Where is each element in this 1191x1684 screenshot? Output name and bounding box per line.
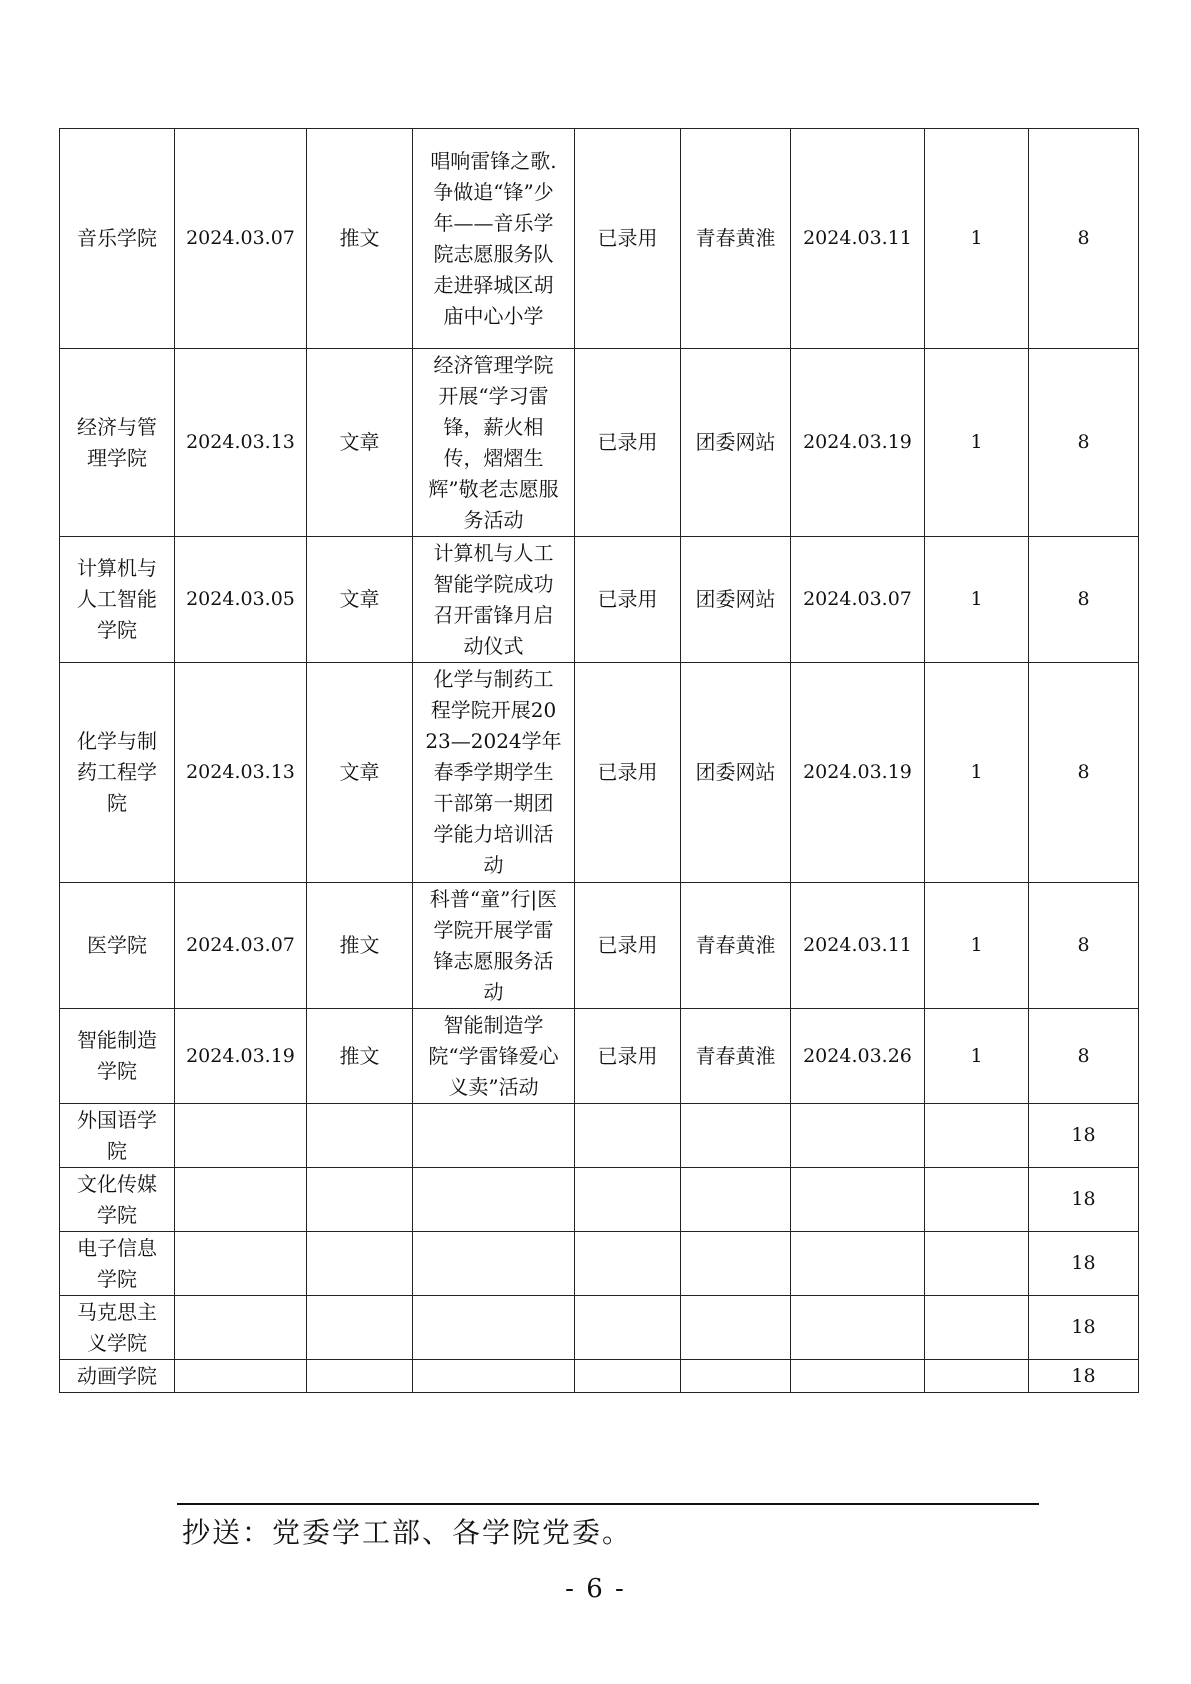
college-cell: 马克思主义学院 [60, 1296, 175, 1360]
title-cell [413, 1168, 575, 1232]
table-row [60, 129, 1139, 349]
score-cell: 8 [1029, 537, 1139, 663]
title-cell: 经济管理学院开展“学习雷锋，薪火相传，熠熠生辉”敬老志愿服务活动 [413, 349, 575, 537]
platform-cell [681, 1360, 791, 1393]
status-cell: 已录用 [575, 1009, 681, 1104]
score-cell: 18 [1029, 1360, 1139, 1393]
submit-date-cell [175, 1168, 307, 1232]
title-cell [413, 1360, 575, 1393]
platform-cell [681, 1104, 791, 1168]
count-cell [925, 1360, 1029, 1393]
title-cell [413, 1104, 575, 1168]
platform-cell: 团委网站 [681, 663, 791, 883]
submit-date-cell [175, 1296, 307, 1360]
count-cell [925, 1232, 1029, 1296]
college-cell: 动画学院 [60, 1360, 175, 1393]
type-cell [307, 1360, 413, 1393]
submit-date-cell: 2024.03.07 [175, 883, 307, 1009]
count-cell [925, 1168, 1029, 1232]
submit-date-cell [175, 1104, 307, 1168]
count-cell: 1 [925, 537, 1029, 663]
score-cell: 18 [1029, 1104, 1139, 1168]
count-cell: 1 [925, 1009, 1029, 1104]
table-row [60, 1232, 1139, 1296]
type-cell: 推文 [307, 129, 413, 349]
table-row [60, 1009, 1139, 1104]
college-cell: 音乐学院 [60, 129, 175, 349]
submit-date-cell: 2024.03.13 [175, 663, 307, 883]
platform-cell: 青春黄淮 [681, 1009, 791, 1104]
type-cell: 文章 [307, 663, 413, 883]
count-cell: 1 [925, 349, 1029, 537]
platform-cell: 青春黄淮 [681, 883, 791, 1009]
score-cell: 8 [1029, 883, 1139, 1009]
score-cell: 8 [1029, 1009, 1139, 1104]
publish-date-cell: 2024.03.07 [791, 537, 925, 663]
table-row [60, 349, 1139, 537]
title-cell: 计算机与人工智能学院成功召开雷锋月启动仪式 [413, 537, 575, 663]
submit-date-cell: 2024.03.13 [175, 349, 307, 537]
cc-line-text: 抄送：党委学工部、各学院党委。 [182, 1516, 633, 1549]
college-cell: 计算机与人工智能学院 [60, 537, 175, 663]
table-row [60, 663, 1139, 883]
publish-date-cell: 2024.03.11 [791, 129, 925, 349]
submit-date-cell: 2024.03.19 [175, 1009, 307, 1104]
publish-date-cell [791, 1104, 925, 1168]
title-cell [413, 1232, 575, 1296]
platform-cell: 团委网站 [681, 537, 791, 663]
submit-date-cell [175, 1360, 307, 1393]
college-cell: 医学院 [60, 883, 175, 1009]
table-row [60, 883, 1139, 1009]
score-cell: 18 [1029, 1168, 1139, 1232]
page-number: - 6 - [565, 1574, 626, 1604]
status-cell [575, 1104, 681, 1168]
college-cell: 外国语学院 [60, 1104, 175, 1168]
status-cell: 已录用 [575, 129, 681, 349]
score-cell: 8 [1029, 129, 1139, 349]
type-cell [307, 1296, 413, 1360]
count-cell [925, 1296, 1029, 1360]
college-cell: 智能制造学院 [60, 1009, 175, 1104]
publish-date-cell [791, 1360, 925, 1393]
status-cell [575, 1232, 681, 1296]
score-cell: 8 [1029, 349, 1139, 537]
title-cell: 化学与制药工程学院开展2023—2024学年 春季学期学生干部第一期团学能力培训活动 [413, 663, 575, 883]
publish-date-cell: 2024.03.19 [791, 349, 925, 537]
table-row [60, 1104, 1139, 1168]
publish-date-cell [791, 1296, 925, 1360]
cc-divider [177, 1503, 1039, 1505]
type-cell [307, 1232, 413, 1296]
table-row [60, 1296, 1139, 1360]
type-cell: 推文 [307, 883, 413, 1009]
table-row [60, 1168, 1139, 1232]
publish-date-cell [791, 1168, 925, 1232]
status-cell: 已录用 [575, 883, 681, 1009]
type-cell [307, 1104, 413, 1168]
college-cell: 经济与管理学院 [60, 349, 175, 537]
publish-date-cell [791, 1232, 925, 1296]
college-cell: 电子信息学院 [60, 1232, 175, 1296]
submit-date-cell [175, 1232, 307, 1296]
status-cell [575, 1296, 681, 1360]
status-cell [575, 1360, 681, 1393]
status-cell: 已录用 [575, 663, 681, 883]
status-cell: 已录用 [575, 349, 681, 537]
platform-cell [681, 1168, 791, 1232]
score-cell: 18 [1029, 1232, 1139, 1296]
count-cell [925, 1104, 1029, 1168]
count-cell: 1 [925, 129, 1029, 349]
submit-date-cell: 2024.03.07 [175, 129, 307, 349]
publish-date-cell: 2024.03.11 [791, 883, 925, 1009]
title-cell: 科普“童”行|医学院开展学雷锋志愿服务活动 [413, 883, 575, 1009]
college-cell: 文化传媒学院 [60, 1168, 175, 1232]
submit-date-cell: 2024.03.05 [175, 537, 307, 663]
publish-date-cell: 2024.03.19 [791, 663, 925, 883]
publish-date-cell: 2024.03.26 [791, 1009, 925, 1104]
college-cell: 化学与制药工程学院 [60, 663, 175, 883]
type-cell: 文章 [307, 537, 413, 663]
title-cell [413, 1296, 575, 1360]
status-cell [575, 1168, 681, 1232]
count-cell: 1 [925, 663, 1029, 883]
title-cell: 智能制造学院“学雷锋爱心义卖”活动 [413, 1009, 575, 1104]
type-cell: 文章 [307, 349, 413, 537]
status-cell: 已录用 [575, 537, 681, 663]
platform-cell [681, 1296, 791, 1360]
report-table [59, 128, 1139, 1393]
table-row [60, 1360, 1139, 1393]
score-cell: 18 [1029, 1296, 1139, 1360]
platform-cell [681, 1232, 791, 1296]
title-cell: 唱响雷锋之歌.争做追“锋”少年——音乐学院志愿服务队走进驿城区胡庙中心小学 [413, 129, 575, 349]
type-cell: 推文 [307, 1009, 413, 1104]
platform-cell: 团委网站 [681, 349, 791, 537]
type-cell [307, 1168, 413, 1232]
platform-cell: 青春黄淮 [681, 129, 791, 349]
score-cell: 8 [1029, 663, 1139, 883]
table-row [60, 537, 1139, 663]
count-cell: 1 [925, 883, 1029, 1009]
